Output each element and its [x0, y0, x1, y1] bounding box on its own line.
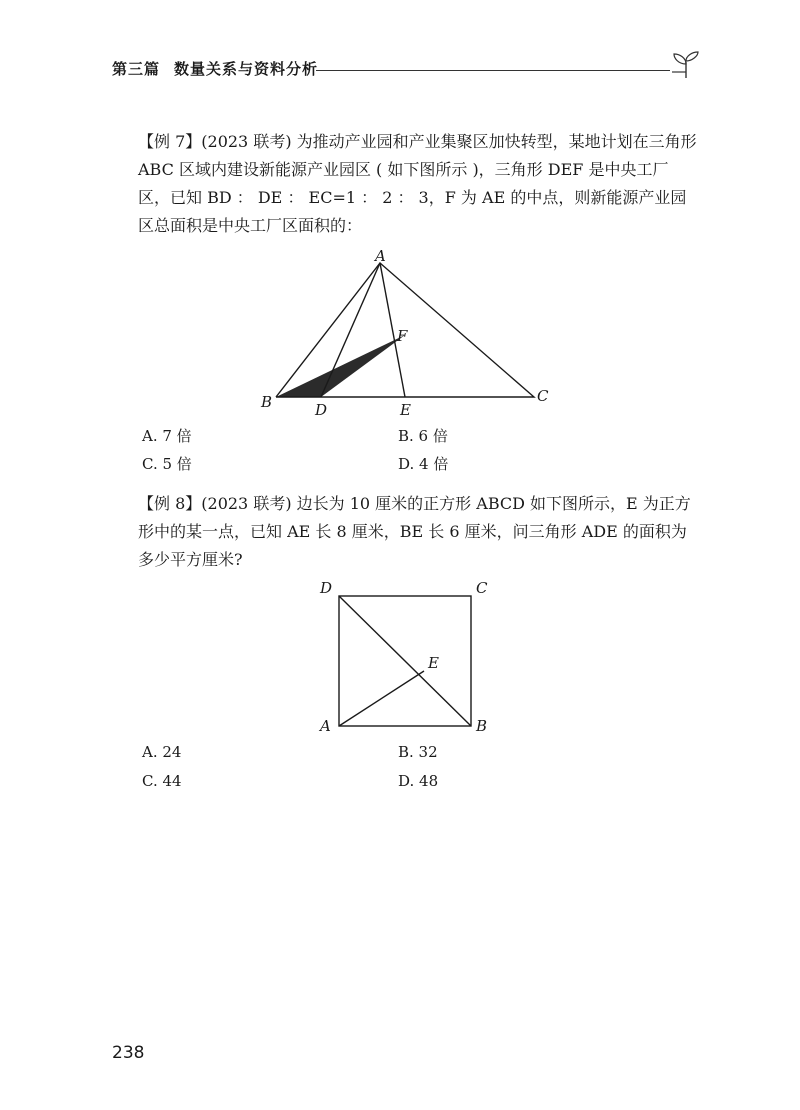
- label-c: C: [476, 579, 488, 597]
- example7-option-a: A. 7 倍: [142, 427, 192, 445]
- page-number: 238: [112, 1043, 145, 1063]
- example7-question: 【例 7】(2023 联考) 为推动产业园和产业集聚区加快转型，某地计划在三角形 ABC 区域内建设新能源产业园区 ( 如下图所示 )，三角形 DEF 是中央工厂区，已知 BD ： DE ： EC=1 ： 2 ： 3，F 为 AE 的中点，则新能源产业园区总面积是中央工厂区面积的：: [138, 132, 697, 235]
- label-d: D: [315, 401, 328, 419]
- label-e: E: [428, 654, 439, 672]
- label-a: A: [320, 717, 331, 735]
- example8-option-d: D. 48: [398, 772, 439, 790]
- example8-option-b: B. 32: [398, 743, 438, 761]
- header-title: 数量关系与资料分析: [174, 60, 319, 78]
- triangle-def-shaded: [276, 335, 405, 397]
- example8-option-c: C. 44: [142, 772, 182, 790]
- example7-option-c: C. 5 倍: [142, 455, 192, 473]
- example7-option-d: D. 4 倍: [398, 455, 449, 473]
- segment-ad: [321, 263, 380, 397]
- label-f: F: [397, 327, 408, 345]
- example7-option-b: B. 6 倍: [398, 427, 448, 445]
- triangle-figure: [240, 245, 570, 425]
- label-d: D: [320, 579, 333, 597]
- label-b: B: [261, 393, 273, 411]
- label-e: E: [400, 401, 411, 419]
- square-figure: [308, 575, 508, 740]
- header-part: 第三篇: [112, 60, 161, 78]
- sprout-icon: [668, 48, 704, 80]
- example8-option-a: A. 24: [142, 743, 182, 761]
- label-b: B: [476, 717, 488, 735]
- running-header: [112, 58, 332, 79]
- segment-ae: [339, 671, 424, 726]
- label-c: C: [537, 387, 549, 405]
- header-rule: [316, 70, 670, 71]
- diagonal-db: [339, 596, 471, 726]
- example8-question: 【例 8】(2023 联考) 边长为 10 厘米的正方形 ABCD 如下图所示，E 为正方形中的某一点，已知 AE 长 8 厘米，BE 长 6 厘米，问三角形 ADE 的面积为多少平方厘米?: [138, 494, 691, 569]
- label-a: A: [375, 247, 386, 265]
